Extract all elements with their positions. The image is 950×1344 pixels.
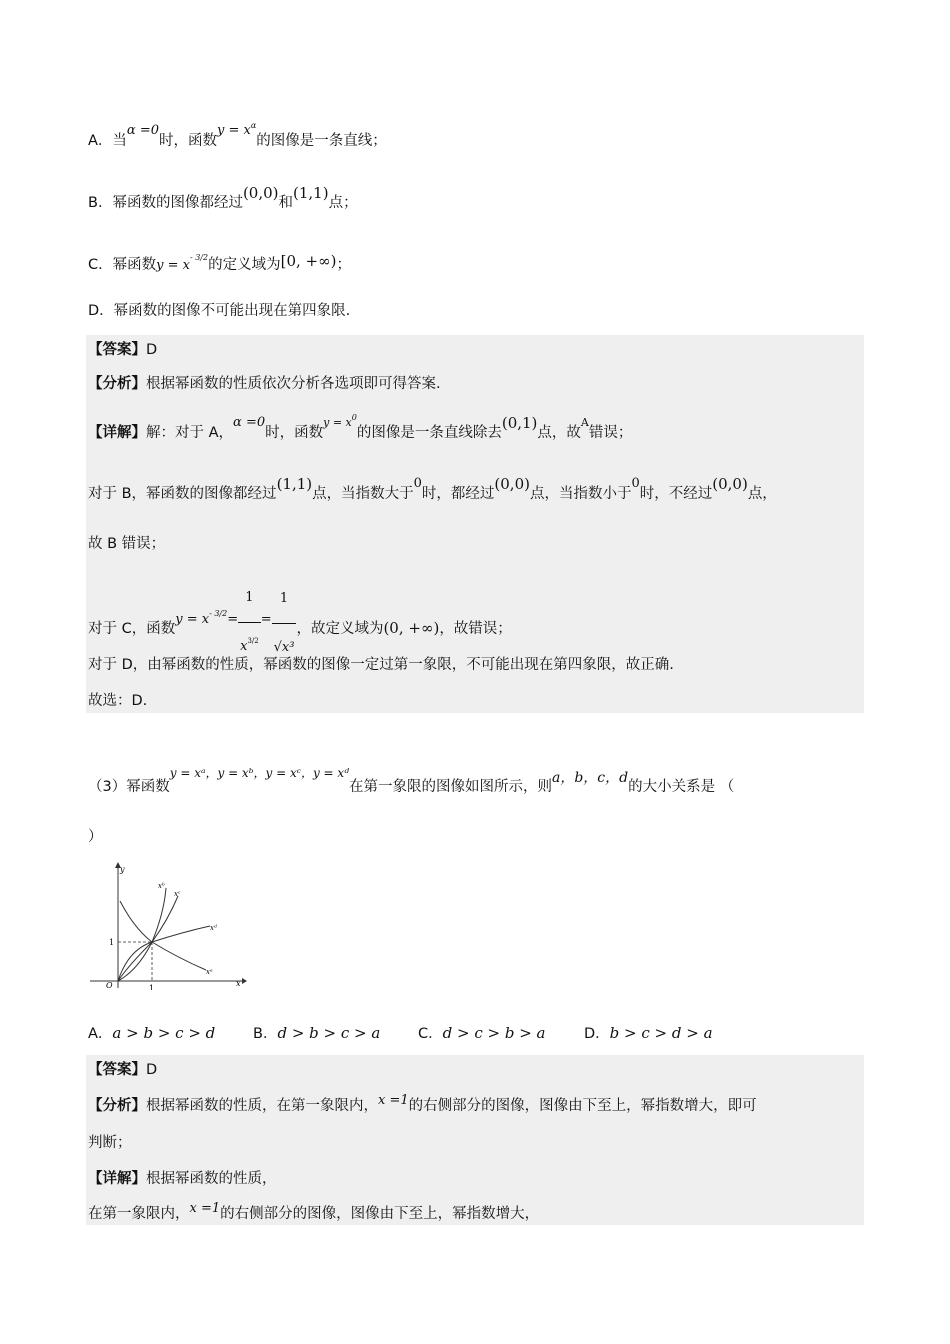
- detail-a-func-base: y = x: [323, 416, 352, 429]
- detail-a-cond: α =0: [233, 415, 266, 430]
- q3-detail: [88, 1169, 277, 1189]
- detail-a-point: (0,1): [501, 414, 538, 432]
- power-func-c: [156, 253, 209, 273]
- detail-a-func: [323, 413, 357, 429]
- frac1-num: 1: [238, 574, 261, 623]
- power-func-base: y = x: [217, 123, 251, 138]
- option-c-tail: ；: [336, 257, 351, 273]
- option-a-label: A．当: [88, 133, 127, 149]
- q2-detail-a: [88, 413, 633, 445]
- frac1-den-base: x: [240, 639, 248, 654]
- domain-interval: [0, +∞): [280, 252, 337, 270]
- y-label: y: [120, 865, 125, 874]
- q2-detail-b-line2: 故 B 错误；: [88, 536, 166, 552]
- detail-c-eq1: =: [227, 612, 239, 627]
- q3-analysis-pre: 根据幂函数的性质，在第一象限内，: [146, 1098, 378, 1114]
- power-func-c-base: y = x: [156, 258, 190, 273]
- q3-mid: 在第一象限的图像如图所示，则: [349, 779, 552, 795]
- detail-b-pre: 对于 B，幂函数的图像都经过: [88, 486, 277, 502]
- detail-c-mid: ，故定义域为: [296, 621, 384, 637]
- q3-detail-pre: 在第一象限内，: [88, 1206, 190, 1222]
- q3-answer-tag: 【答案】: [88, 1062, 146, 1078]
- curve-b-label: xᵇ: [158, 882, 165, 890]
- answer-value: D: [146, 342, 158, 358]
- detail-b-mid1: 点，当指数大于: [312, 486, 414, 502]
- q3-detail-line2: [88, 1201, 540, 1225]
- q3-close: ）: [88, 829, 103, 845]
- q2-analysis: [88, 374, 441, 394]
- curve-a: [120, 901, 206, 970]
- q2-select: 故选：D.: [88, 693, 148, 709]
- x-label: x: [236, 979, 241, 988]
- frac1-den-exp: 3/2: [247, 637, 259, 645]
- detail-a-tail1: 点，故: [537, 425, 581, 441]
- q3-analysis-post: 的右侧部分的图像，图像由下至上，幂指数增大，即可: [408, 1098, 757, 1114]
- detail-b-mid2: 时，都经过: [421, 486, 495, 502]
- q3-analysis-tag: 【分析】: [88, 1098, 146, 1114]
- origin-label: O: [106, 981, 113, 990]
- frac2-num: 1: [272, 575, 297, 624]
- q3-opt-d-expr: b > c > d > a: [609, 1024, 713, 1042]
- detail-b-point3: (0,0): [712, 475, 748, 493]
- q2-option-c: [88, 254, 351, 277]
- q3-stem: [88, 766, 735, 797]
- detail-c-func-base: y = x: [175, 612, 210, 627]
- option-b-and: 和: [278, 195, 294, 211]
- one-y-label: 1: [109, 938, 115, 947]
- detail-b-point2: (0,0): [494, 475, 530, 493]
- q2-option-b: [88, 184, 358, 213]
- q3-tail: 的大小关系是 （: [628, 779, 735, 795]
- one-x-label: 1: [149, 984, 155, 990]
- q3-analysis: [88, 1093, 757, 1117]
- detail-a-letter: A: [580, 416, 589, 429]
- q2-option-a: [88, 121, 387, 153]
- q2-detail-d: 对于 D，由幂函数的性质，幂函数的图像一定过第一象限，不可能出现在第四象限，故正确.: [88, 657, 674, 673]
- q3-opt-c-label: C．: [418, 1026, 443, 1042]
- q3-analysis-line2: 判断；: [88, 1135, 132, 1151]
- power-func-c-exp: - 3/2: [189, 253, 209, 262]
- curve-c-label: xᶜ: [174, 890, 181, 898]
- answer-tag: 【答案】: [88, 342, 146, 358]
- point-one-one: (1,1): [293, 184, 329, 202]
- curve-d-label: xᵈ: [210, 924, 217, 932]
- detail-c-pre: 对于 C，函数: [88, 621, 176, 637]
- detail-c-func: [175, 609, 228, 627]
- option-a-mid: 时，函数: [159, 133, 217, 149]
- q3-opt-b-expr: d > b > c > a: [277, 1024, 381, 1042]
- q3-opt-b-label: B．: [253, 1026, 278, 1042]
- q3-option-d: [584, 1022, 713, 1043]
- detail-a-mid2: 的图像是一条直线除去: [356, 425, 502, 441]
- q2-answer: [88, 340, 157, 360]
- power-function-graph: [88, 858, 248, 990]
- detail-b-mid3: 点，当指数小于: [529, 486, 632, 502]
- alpha-condition: α =0: [126, 123, 159, 138]
- q3-option-c: [418, 1022, 546, 1043]
- curve-b: [118, 888, 166, 981]
- q3-answer-value: D: [146, 1062, 158, 1078]
- q3-detail-cond: x =1: [189, 1201, 221, 1216]
- q3-detail-post: 的右侧部分的图像，图像由下至上，幂指数增大，: [220, 1206, 540, 1222]
- option-b-label: B．幂函数的图像都经过: [88, 195, 243, 211]
- curve-a-label: xᵃ: [206, 968, 213, 976]
- q3-opt-c-expr: d > c > b > a: [442, 1024, 546, 1042]
- detail-b-tail: 点，: [747, 486, 777, 502]
- analysis-tag: 【分析】: [88, 376, 146, 392]
- detail-a-pre: 解：对于 A，: [146, 425, 234, 441]
- x-axis-arrow: [242, 978, 247, 984]
- q3-detail-line1: 根据幂函数的性质，: [146, 1171, 277, 1187]
- detail-b-point1: (1,1): [276, 475, 313, 493]
- detail-b-zero1: 0: [413, 476, 422, 491]
- power-func: [217, 123, 256, 138]
- power-func-exp: α: [250, 121, 257, 130]
- option-a-tail: 的图像是一条直线；: [256, 133, 387, 149]
- detail-tag: 【详解】: [88, 425, 146, 441]
- option-c-mid: 的定义域为: [208, 257, 281, 273]
- detail-c-eq2: =: [260, 612, 272, 627]
- q3-opt-a-label: A．: [88, 1026, 113, 1042]
- q3-answer: [88, 1060, 157, 1080]
- q3-analysis-cond: x =1: [378, 1093, 409, 1108]
- q2-option-d: D．幂函数的图像不可能出现在第四象限.: [88, 303, 351, 319]
- q3-vars: a，b，c，d: [552, 770, 629, 786]
- q3-label: （3）幂函数: [88, 779, 170, 795]
- q3-solution-block: [86, 1055, 864, 1225]
- option-c-label: C．幂函数: [88, 257, 157, 273]
- q2-detail-b: [88, 475, 777, 505]
- detail-a-mid: 时，函数: [265, 425, 324, 441]
- q3-opt-d-label: D．: [584, 1026, 610, 1042]
- q3-option-a: [88, 1022, 215, 1043]
- detail-c-tail: ，故错误；: [439, 621, 512, 637]
- curve-d: [118, 926, 210, 981]
- analysis-text: 根据幂函数的性质依次分析各选项即可得答案.: [146, 376, 441, 392]
- detail-b-mid4: 时，不经过: [639, 486, 713, 502]
- detail-b-zero2: 0: [631, 476, 640, 491]
- detail-c-domain: (0, +∞): [383, 619, 440, 637]
- q3-detail-tag: 【详解】: [88, 1171, 146, 1187]
- point-origin: (0,0): [242, 184, 279, 202]
- q3-funcs: y = xᵃ，y = xᵇ，y = xᶜ，y = xᵈ: [169, 766, 349, 780]
- frac2-den: √x³: [273, 639, 295, 655]
- q3-opt-a-expr: a > b > c > d: [112, 1024, 216, 1042]
- detail-c-func-exp: - 3/2: [209, 609, 228, 618]
- option-b-tail: 点；: [328, 195, 358, 211]
- detail-a-tail2: 错误；: [588, 425, 633, 441]
- detail-a-func-exp: 0: [351, 413, 357, 422]
- q3-option-b: [253, 1022, 380, 1043]
